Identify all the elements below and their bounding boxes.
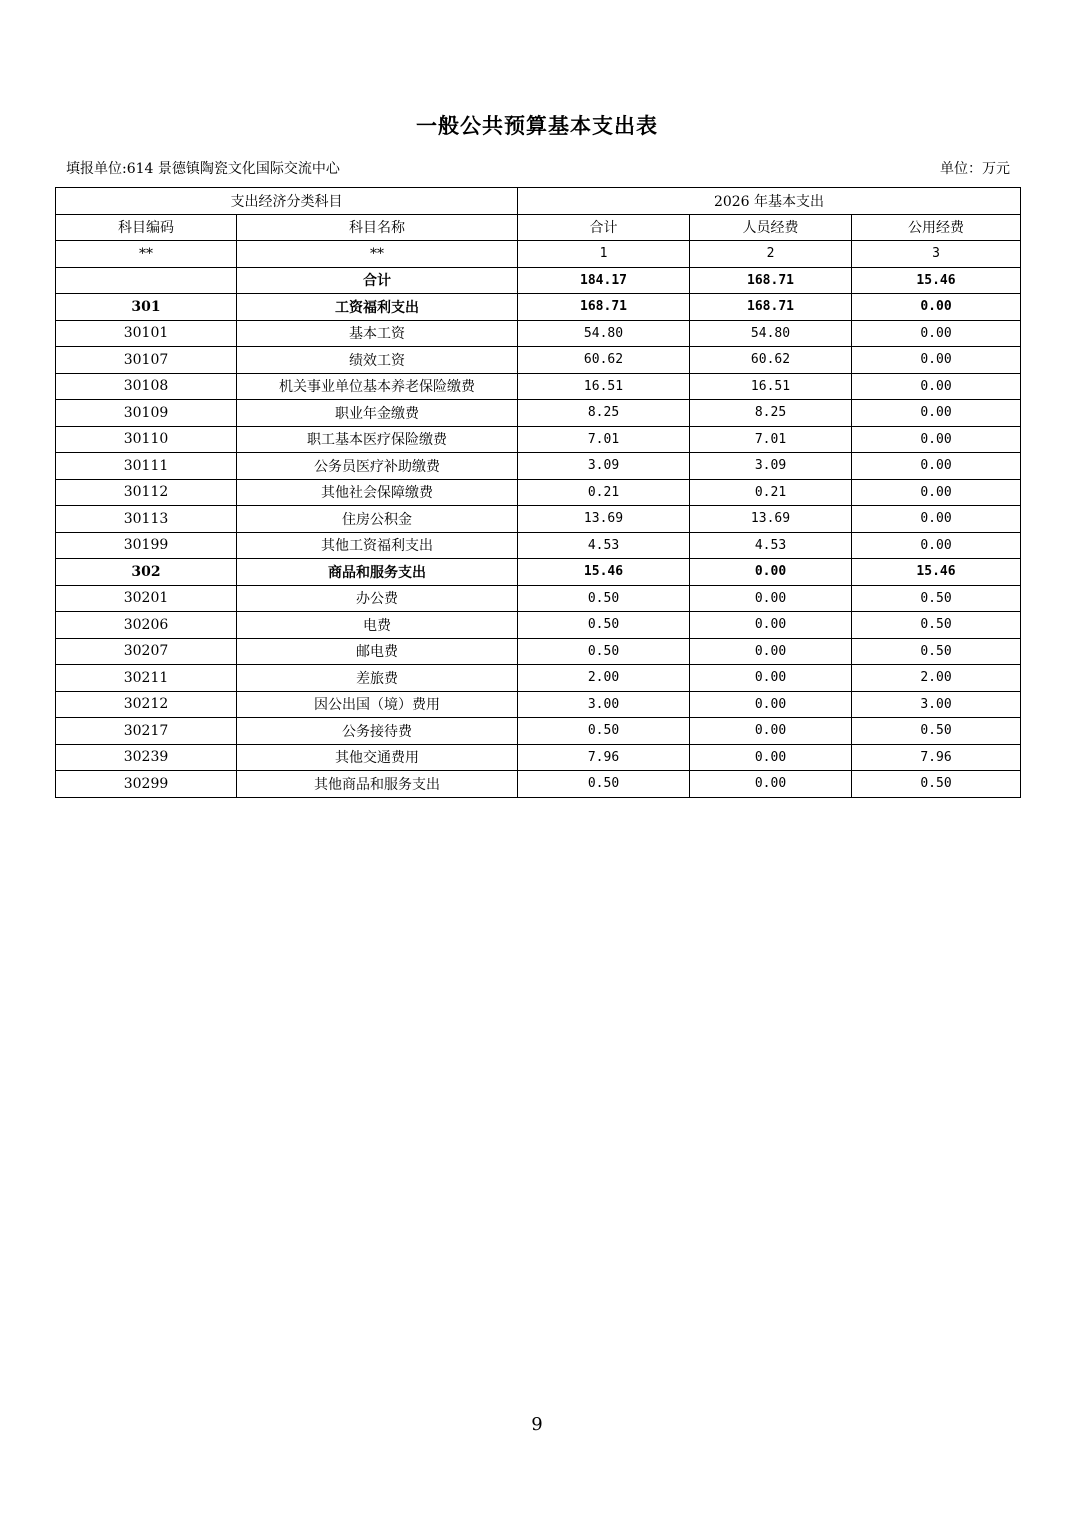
cell-personnel: 0.00 (690, 718, 852, 745)
cell-name: 职工基本医疗保险缴费 (237, 426, 518, 453)
table-row (56, 771, 1021, 798)
currency-unit: 单位：万元 (940, 161, 1010, 177)
cell-public: 0.00 (852, 453, 1021, 480)
header-group-year-expenditure: 2026 年基本支出 (518, 188, 1021, 215)
cell-public: 0.50 (852, 585, 1021, 612)
header-col-personnel: 人员经费 (690, 214, 852, 241)
cell-personnel: 7.01 (690, 426, 852, 453)
cell-personnel: 16.51 (690, 373, 852, 400)
cell-name: 其他商品和服务支出 (237, 771, 518, 798)
cell-personnel: 8.25 (690, 400, 852, 427)
cell-personnel: 0.21 (690, 479, 852, 506)
table-row (56, 453, 1021, 480)
cell-public: 2.00 (852, 665, 1021, 692)
table-row (56, 585, 1021, 612)
cell-total: 54.80 (518, 320, 690, 347)
index-total: 1 (518, 241, 690, 268)
cell-public: 0.00 (852, 373, 1021, 400)
page-title: 一般公共预算基本支出表 (416, 113, 658, 138)
cell-total: 168.71 (518, 294, 690, 321)
reporting-unit: 填报单位:614 景德镇陶瓷文化国际交流中心 (66, 161, 340, 177)
cell-name: 差旅费 (237, 665, 518, 692)
table-row (56, 294, 1021, 321)
table-row (56, 267, 1021, 294)
cell-total: 13.69 (518, 506, 690, 533)
cell-code: 30101 (56, 320, 237, 347)
cell-public: 0.50 (852, 612, 1021, 639)
cell-public: 0.50 (852, 718, 1021, 745)
cell-public: 15.46 (852, 559, 1021, 586)
cell-name: 邮电费 (237, 638, 518, 665)
cell-total: 2.00 (518, 665, 690, 692)
table-row (56, 744, 1021, 771)
cell-code: 30112 (56, 479, 237, 506)
cell-public: 0.00 (852, 400, 1021, 427)
header-col-code: 科目编码 (56, 214, 237, 241)
cell-total: 3.00 (518, 691, 690, 718)
cell-total: 0.50 (518, 718, 690, 745)
header-group-row (56, 188, 1021, 215)
cell-name: 办公费 (237, 585, 518, 612)
table-row (56, 373, 1021, 400)
cell-public: 0.00 (852, 294, 1021, 321)
cell-name: 其他社会保障缴费 (237, 479, 518, 506)
cell-total: 7.01 (518, 426, 690, 453)
cell-total: 0.50 (518, 771, 690, 798)
cell-personnel: 3.09 (690, 453, 852, 480)
header-col-public: 公用经费 (852, 214, 1021, 241)
index-code: ** (56, 241, 237, 268)
cell-personnel: 60.62 (690, 347, 852, 374)
cell-public: 0.00 (852, 479, 1021, 506)
table-row (56, 532, 1021, 559)
cell-code: 30212 (56, 691, 237, 718)
cell-name: 职业年金缴费 (237, 400, 518, 427)
cell-total: 3.09 (518, 453, 690, 480)
cell-personnel: 0.00 (690, 612, 852, 639)
cell-total: 60.62 (518, 347, 690, 374)
cell-public: 0.00 (852, 426, 1021, 453)
cell-name: 因公出国（境）费用 (237, 691, 518, 718)
cell-code: 301 (56, 294, 237, 321)
header-col-total: 合计 (518, 214, 690, 241)
cell-total: 8.25 (518, 400, 690, 427)
cell-public: 0.00 (852, 347, 1021, 374)
table-row (56, 612, 1021, 639)
cell-personnel: 0.00 (690, 771, 852, 798)
cell-personnel: 0.00 (690, 691, 852, 718)
cell-name: 工资福利支出 (237, 294, 518, 321)
cell-total: 0.21 (518, 479, 690, 506)
cell-code: 30206 (56, 612, 237, 639)
header-index-row (56, 241, 1021, 268)
table-row (56, 665, 1021, 692)
cell-public: 0.50 (852, 771, 1021, 798)
page-number: 9 (531, 1414, 543, 1435)
cell-code: 30217 (56, 718, 237, 745)
table-row (56, 638, 1021, 665)
cell-public: 0.00 (852, 532, 1021, 559)
index-personnel: 2 (690, 241, 852, 268)
cell-total: 0.50 (518, 585, 690, 612)
header-group-classification: 支出经济分类科目 (56, 188, 518, 215)
cell-code: 30201 (56, 585, 237, 612)
basic-expenditure-table (55, 187, 1021, 798)
cell-code: 30108 (56, 373, 237, 400)
cell-name: 商品和服务支出 (237, 559, 518, 586)
index-name: ** (237, 241, 518, 268)
cell-name: 公务接待费 (237, 718, 518, 745)
cell-name: 住房公积金 (237, 506, 518, 533)
cell-total: 15.46 (518, 559, 690, 586)
cell-name: 公务员医疗补助缴费 (237, 453, 518, 480)
cell-code (56, 267, 237, 294)
cell-public: 0.00 (852, 506, 1021, 533)
cell-public: 3.00 (852, 691, 1021, 718)
cell-code: 30211 (56, 665, 237, 692)
cell-code: 30107 (56, 347, 237, 374)
cell-personnel: 168.71 (690, 267, 852, 294)
table-body (56, 188, 1021, 798)
cell-total: 7.96 (518, 744, 690, 771)
cell-total: 4.53 (518, 532, 690, 559)
cell-name: 其他工资福利支出 (237, 532, 518, 559)
cell-personnel: 0.00 (690, 744, 852, 771)
table-row (56, 320, 1021, 347)
cell-name: 电费 (237, 612, 518, 639)
table-row (56, 718, 1021, 745)
cell-public: 0.50 (852, 638, 1021, 665)
cell-name: 绩效工资 (237, 347, 518, 374)
table-row (56, 506, 1021, 533)
cell-total: 16.51 (518, 373, 690, 400)
cell-public: 0.00 (852, 320, 1021, 347)
cell-code: 30109 (56, 400, 237, 427)
table-row (56, 400, 1021, 427)
header-col-name: 科目名称 (237, 214, 518, 241)
cell-name: 机关事业单位基本养老保险缴费 (237, 373, 518, 400)
cell-personnel: 4.53 (690, 532, 852, 559)
cell-personnel: 54.80 (690, 320, 852, 347)
cell-total: 184.17 (518, 267, 690, 294)
cell-personnel: 0.00 (690, 665, 852, 692)
cell-code: 30207 (56, 638, 237, 665)
cell-name: 合计 (237, 267, 518, 294)
table-row (56, 559, 1021, 586)
cell-total: 0.50 (518, 612, 690, 639)
cell-name: 其他交通费用 (237, 744, 518, 771)
table-row (56, 479, 1021, 506)
cell-code: 30110 (56, 426, 237, 453)
cell-personnel: 0.00 (690, 638, 852, 665)
cell-name: 基本工资 (237, 320, 518, 347)
table-row (56, 347, 1021, 374)
cell-code: 30111 (56, 453, 237, 480)
index-public: 3 (852, 241, 1021, 268)
table-row (56, 691, 1021, 718)
header-column-row (56, 214, 1021, 241)
cell-public: 7.96 (852, 744, 1021, 771)
cell-code: 30299 (56, 771, 237, 798)
cell-public: 15.46 (852, 267, 1021, 294)
cell-personnel: 0.00 (690, 559, 852, 586)
table-row (56, 426, 1021, 453)
cell-code: 30199 (56, 532, 237, 559)
cell-personnel: 0.00 (690, 585, 852, 612)
cell-personnel: 168.71 (690, 294, 852, 321)
cell-code: 30239 (56, 744, 237, 771)
cell-personnel: 13.69 (690, 506, 852, 533)
cell-total: 0.50 (518, 638, 690, 665)
cell-code: 30113 (56, 506, 237, 533)
cell-code: 302 (56, 559, 237, 586)
